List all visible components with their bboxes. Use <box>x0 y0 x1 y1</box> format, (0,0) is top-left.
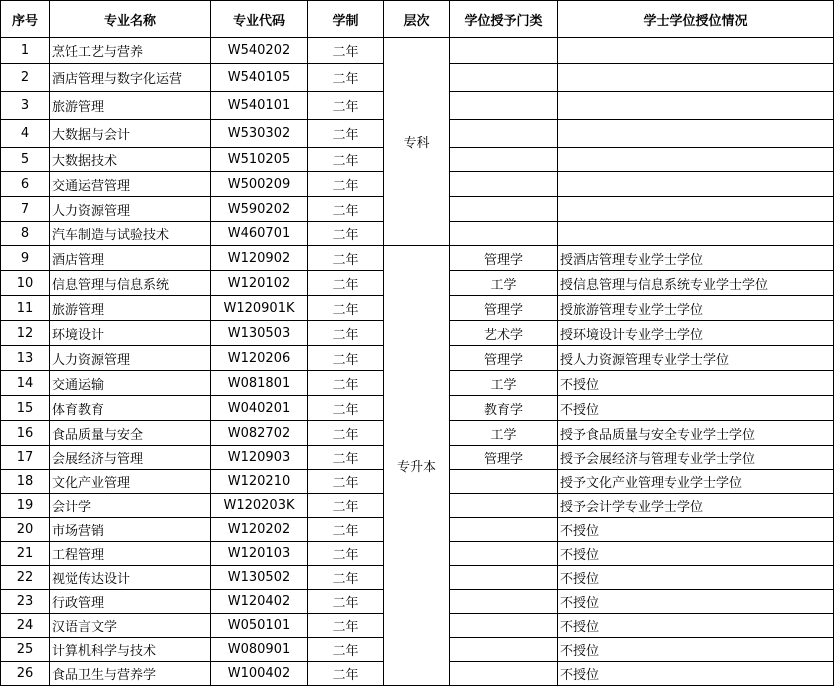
degree-status: 授信息管理与信息系统专业学士学位 <box>558 271 834 296</box>
degree-category: 工学 <box>450 371 558 396</box>
major-name: 计算机科学与技术 <box>50 638 211 662</box>
major-name: 工程管理 <box>50 542 211 566</box>
major-name: 酒店管理与数字化运营 <box>50 64 211 92</box>
major-name: 行政管理 <box>50 590 211 614</box>
row-number: 24 <box>1 614 50 638</box>
major-name: 环境设计 <box>50 321 211 346</box>
degree-category <box>450 148 558 172</box>
major-code: W540105 <box>211 64 308 92</box>
row-number: 2 <box>1 64 50 92</box>
major-name: 交通运输 <box>50 371 211 396</box>
header-row <box>1 1 834 38</box>
degree-category <box>450 120 558 148</box>
major-code: W120203K <box>211 494 308 518</box>
row-number: 7 <box>1 197 50 222</box>
major-code: W120206 <box>211 346 308 371</box>
study-years: 二年 <box>308 494 384 518</box>
study-years: 二年 <box>308 662 384 686</box>
level-zhuanke: 专科 <box>384 38 450 246</box>
major-name: 体育教育 <box>50 396 211 421</box>
row-number: 12 <box>1 321 50 346</box>
degree-status: 不授位 <box>558 542 834 566</box>
study-years: 二年 <box>308 148 384 172</box>
major-code: W081801 <box>211 371 308 396</box>
degree-category <box>450 64 558 92</box>
study-years: 二年 <box>308 64 384 92</box>
major-code: W120202 <box>211 518 308 542</box>
major-code: W082702 <box>211 421 308 446</box>
degree-category: 管理学 <box>450 346 558 371</box>
major-name: 旅游管理 <box>50 296 211 321</box>
major-name: 食品卫生与营养学 <box>50 662 211 686</box>
row-number: 11 <box>1 296 50 321</box>
header-level: 层次 <box>384 1 450 38</box>
major-code: W500209 <box>211 172 308 197</box>
row-number: 4 <box>1 120 50 148</box>
major-name: 信息管理与信息系统 <box>50 271 211 296</box>
row-number: 19 <box>1 494 50 518</box>
degree-category: 管理学 <box>450 446 558 470</box>
major-name: 市场营销 <box>50 518 211 542</box>
study-years: 二年 <box>308 542 384 566</box>
degree-status: 授予会展经济与管理专业学士学位 <box>558 446 834 470</box>
major-code: W050101 <box>211 614 308 638</box>
study-years: 二年 <box>308 470 384 494</box>
major-name: 汽车制造与试验技术 <box>50 222 211 246</box>
study-years: 二年 <box>308 321 384 346</box>
study-years: 二年 <box>308 271 384 296</box>
degree-status: 不授位 <box>558 518 834 542</box>
study-years: 二年 <box>308 396 384 421</box>
study-years: 二年 <box>308 38 384 64</box>
degree-status: 不授位 <box>558 638 834 662</box>
major-code: W120402 <box>211 590 308 614</box>
header-code: 专业代码 <box>211 1 308 38</box>
degree-status: 不授位 <box>558 566 834 590</box>
study-years: 二年 <box>308 346 384 371</box>
major-code: W590202 <box>211 197 308 222</box>
major-code: W120901K <box>211 296 308 321</box>
study-years: 二年 <box>308 172 384 197</box>
major-name: 人力资源管理 <box>50 346 211 371</box>
row-number: 26 <box>1 662 50 686</box>
row-number: 5 <box>1 148 50 172</box>
degree-status: 不授位 <box>558 614 834 638</box>
degree-status: 授环境设计专业学士学位 <box>558 321 834 346</box>
major-name: 大数据技术 <box>50 148 211 172</box>
row-number: 1 <box>1 38 50 64</box>
major-name: 会计学 <box>50 494 211 518</box>
study-years: 二年 <box>308 246 384 271</box>
degree-category <box>450 542 558 566</box>
degree-category <box>450 494 558 518</box>
degree-category: 工学 <box>450 421 558 446</box>
study-years: 二年 <box>308 371 384 396</box>
study-years: 二年 <box>308 421 384 446</box>
row-number: 8 <box>1 222 50 246</box>
row-number: 20 <box>1 518 50 542</box>
major-name: 食品质量与安全 <box>50 421 211 446</box>
row-number: 16 <box>1 421 50 446</box>
major-name: 烹饪工艺与营养 <box>50 38 211 64</box>
row-number: 14 <box>1 371 50 396</box>
table-row <box>1 246 834 271</box>
major-name: 会展经济与管理 <box>50 446 211 470</box>
study-years: 二年 <box>308 446 384 470</box>
degree-category <box>450 662 558 686</box>
header-category: 学位授予门类 <box>450 1 558 38</box>
row-number: 6 <box>1 172 50 197</box>
major-code: W120903 <box>211 446 308 470</box>
degree-status: 授予食品质量与安全专业学士学位 <box>558 421 834 446</box>
degree-status <box>558 197 834 222</box>
header-years: 学制 <box>308 1 384 38</box>
study-years: 二年 <box>308 222 384 246</box>
degree-status: 授予会计学专业学士学位 <box>558 494 834 518</box>
degree-category: 管理学 <box>450 296 558 321</box>
row-number: 25 <box>1 638 50 662</box>
row-number: 3 <box>1 92 50 120</box>
study-years: 二年 <box>308 92 384 120</box>
study-years: 二年 <box>308 590 384 614</box>
degree-status: 授酒店管理专业学士学位 <box>558 246 834 271</box>
major-name: 酒店管理 <box>50 246 211 271</box>
row-number: 9 <box>1 246 50 271</box>
row-number: 23 <box>1 590 50 614</box>
major-name: 视觉传达设计 <box>50 566 211 590</box>
degree-status: 不授位 <box>558 590 834 614</box>
degree-category <box>450 590 558 614</box>
major-name: 交通运营管理 <box>50 172 211 197</box>
row-number: 10 <box>1 271 50 296</box>
study-years: 二年 <box>308 197 384 222</box>
major-name: 大数据与会计 <box>50 120 211 148</box>
major-code: W130502 <box>211 566 308 590</box>
major-code: W120103 <box>211 542 308 566</box>
major-name: 汉语言文学 <box>50 614 211 638</box>
degree-category <box>450 566 558 590</box>
major-code: W530302 <box>211 120 308 148</box>
degree-category: 工学 <box>450 271 558 296</box>
major-name: 文化产业管理 <box>50 470 211 494</box>
header-degree: 学士学位授位情况 <box>558 1 834 38</box>
degree-status: 不授位 <box>558 371 834 396</box>
degree-category <box>450 197 558 222</box>
row-number: 15 <box>1 396 50 421</box>
row-number: 21 <box>1 542 50 566</box>
degree-category <box>450 172 558 197</box>
major-code: W120902 <box>211 246 308 271</box>
major-code: W120210 <box>211 470 308 494</box>
row-number: 17 <box>1 446 50 470</box>
major-code: W540202 <box>211 38 308 64</box>
study-years: 二年 <box>308 566 384 590</box>
major-code: W130503 <box>211 321 308 346</box>
degree-category <box>450 38 558 64</box>
degree-status <box>558 38 834 64</box>
degree-status: 不授位 <box>558 662 834 686</box>
header-no: 序号 <box>1 1 50 38</box>
major-code: W120102 <box>211 271 308 296</box>
degree-status <box>558 92 834 120</box>
degree-status <box>558 148 834 172</box>
degree-category: 教育学 <box>450 396 558 421</box>
row-number: 22 <box>1 566 50 590</box>
degree-category <box>450 614 558 638</box>
degree-status <box>558 172 834 197</box>
header-name: 专业名称 <box>50 1 211 38</box>
row-number: 13 <box>1 346 50 371</box>
major-code: W040201 <box>211 396 308 421</box>
degree-category <box>450 638 558 662</box>
major-code: W080901 <box>211 638 308 662</box>
degree-category <box>450 518 558 542</box>
study-years: 二年 <box>308 296 384 321</box>
degree-status: 授予文化产业管理专业学士学位 <box>558 470 834 494</box>
degree-category <box>450 222 558 246</box>
degree-category: 艺术学 <box>450 321 558 346</box>
study-years: 二年 <box>308 120 384 148</box>
study-years: 二年 <box>308 518 384 542</box>
degree-status <box>558 64 834 92</box>
degree-status: 授旅游管理专业学士学位 <box>558 296 834 321</box>
degree-status: 不授位 <box>558 396 834 421</box>
study-years: 二年 <box>308 638 384 662</box>
degree-status <box>558 222 834 246</box>
row-number: 18 <box>1 470 50 494</box>
major-code: W540101 <box>211 92 308 120</box>
major-name: 人力资源管理 <box>50 197 211 222</box>
major-code: W510205 <box>211 148 308 172</box>
degree-status: 授人力资源管理专业学士学位 <box>558 346 834 371</box>
major-code: W460701 <box>211 222 308 246</box>
degree-category: 管理学 <box>450 246 558 271</box>
level-zhuanshengben: 专升本 <box>384 246 450 686</box>
degree-category <box>450 470 558 494</box>
table-row <box>1 38 834 64</box>
degree-category <box>450 92 558 120</box>
degree-status <box>558 120 834 148</box>
major-name: 旅游管理 <box>50 92 211 120</box>
study-years: 二年 <box>308 614 384 638</box>
major-code: W100402 <box>211 662 308 686</box>
